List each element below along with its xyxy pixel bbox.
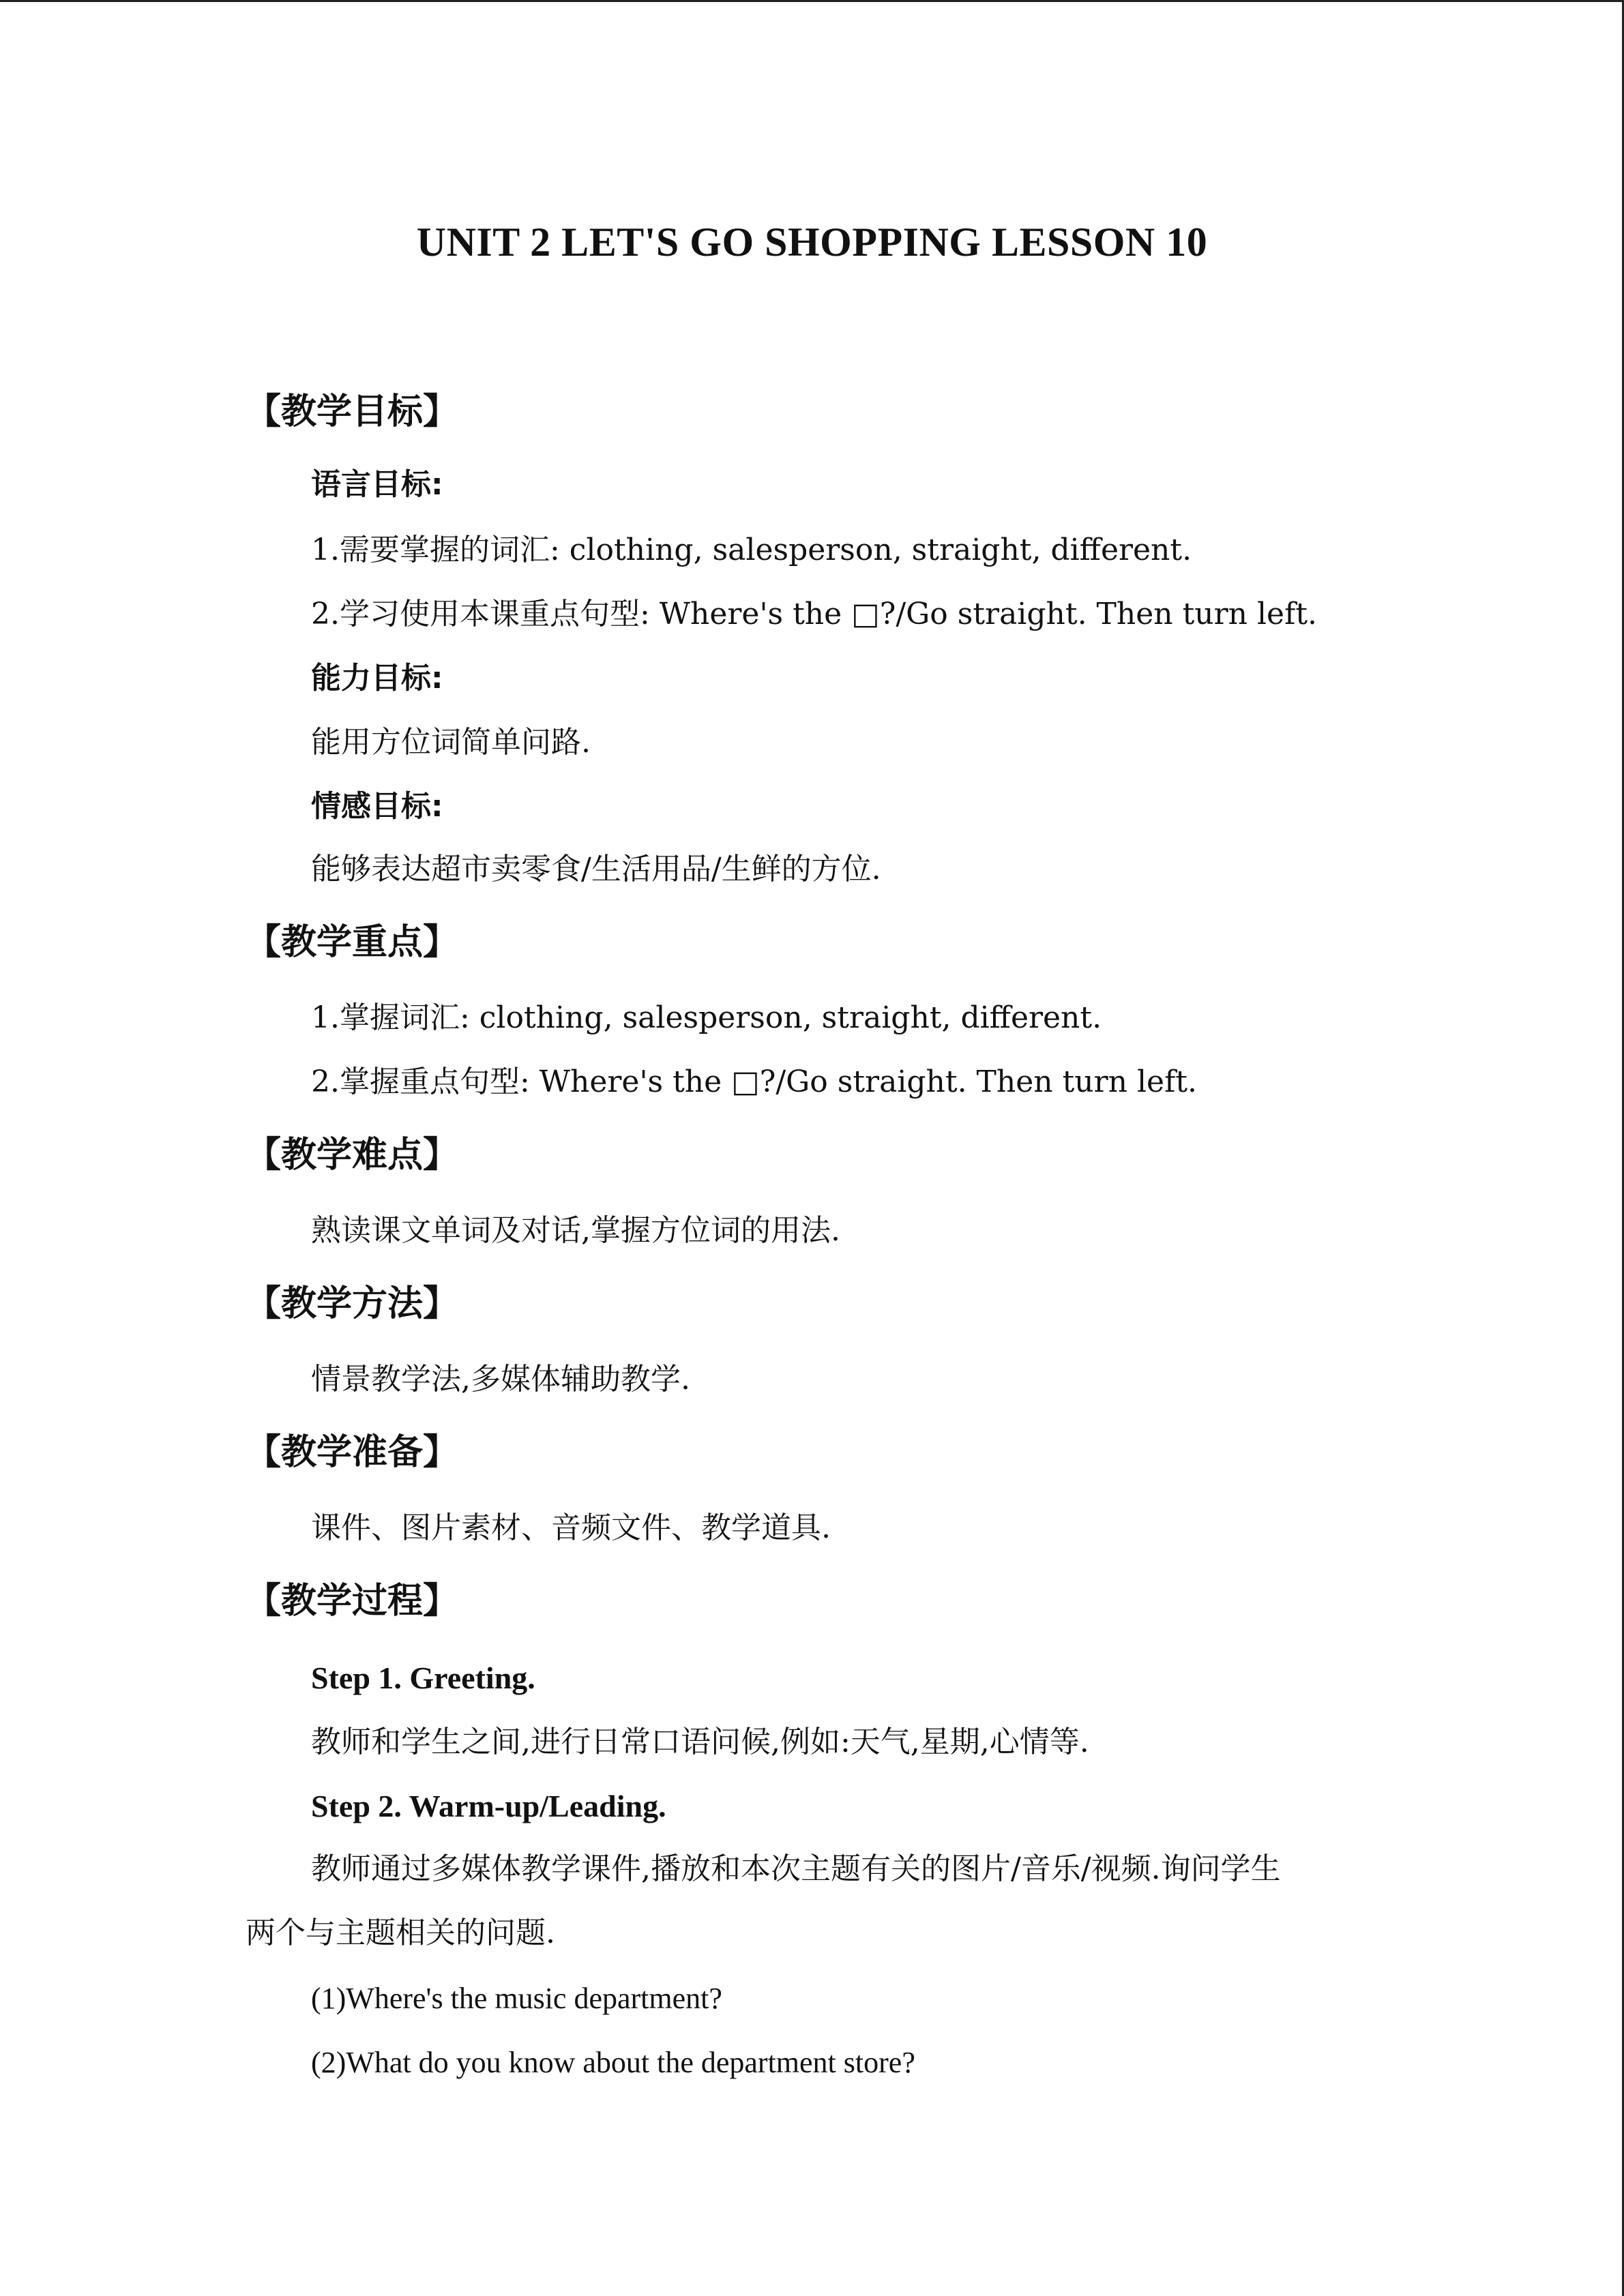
emotion-objective-label: 情感目标:: [311, 789, 443, 824]
key-point-item-2: 2.掌握重点句型: Where's the □?/Go straight. Then turn left.: [311, 1064, 1198, 1099]
section-heading-process: 【教学过程】: [246, 1581, 459, 1622]
section-heading-methods: 【教学方法】: [246, 1283, 459, 1324]
section-heading-difficulties: 【教学难点】: [246, 1135, 459, 1176]
methods-text: 情景教学法,多媒体辅助教学.: [311, 1362, 690, 1397]
step-1-title: Step 1. Greeting.: [311, 1660, 535, 1695]
section-heading-objectives: 【教学目标】: [246, 391, 459, 432]
emotion-objective-text: 能够表达超市卖零食/生活用品/生鲜的方位.: [311, 852, 881, 886]
key-point-item-1: 1.掌握词汇: clothing, salesperson, straight, different.: [311, 1000, 1102, 1035]
step-1-text: 教师和学生之间,进行日常口语问候,例如:天气,星期,心情等.: [311, 1725, 1089, 1759]
language-objective-item-1: 1.需要掌握的词汇: clothing, salesperson, straight, different.: [311, 533, 1192, 567]
document-title: UNIT 2 LET'S GO SHOPPING LESSON 10: [416, 220, 1208, 265]
section-heading-preparation: 【教学准备】: [246, 1432, 459, 1473]
ability-objective-label: 能力目标:: [311, 661, 443, 696]
language-objective-item-2: 2.学习使用本课重点句型: Where's the □?/Go straight. Then turn left.: [311, 597, 1318, 631]
step-2-text-line-1: 教师通过多媒体教学课件,播放和本次主题有关的图片/音乐/视频.询问学生: [311, 1851, 1281, 1886]
preparation-text: 课件、图片素材、音频文件、教学道具.: [311, 1510, 831, 1545]
question-1: (1)Where's the music department?: [311, 1982, 722, 2015]
question-2: (2)What do you know about the department store?: [311, 2046, 915, 2079]
section-heading-key-points: 【教学重点】: [246, 922, 459, 963]
language-objective-label: 语言目标:: [311, 467, 443, 502]
step-2-text-line-2: 两个与主题相关的问题.: [246, 1915, 555, 1950]
difficulties-text: 熟读课文单词及对话,掌握方位词的用法.: [311, 1213, 840, 1248]
step-2-title: Step 2. Warm-up/Leading.: [311, 1789, 666, 1823]
ability-objective-text: 能用方位词简单问路.: [311, 725, 591, 760]
